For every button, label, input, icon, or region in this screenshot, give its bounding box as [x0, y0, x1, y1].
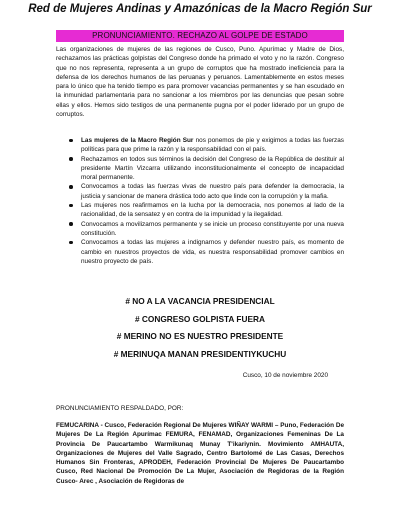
document-title: Red de Mujeres Andinas y Amazónicas de la Macro Región Sur: [28, 3, 372, 15]
list-item-text: Convocamos a todas las fuerzas vivas de nuestro país para defender la democracia, la justicia y sancionar de manera drástica todo acto que linde con la corrupción y la mafia.: [81, 183, 344, 200]
hashtag-line: # NO A LA VACANCIA PRESIDENCIAL: [125, 296, 275, 306]
bullet-icon: [69, 241, 73, 245]
list-item-text: Convocamos a movilizarnos permanente y se inicie un proceso constituyente por una nueva constitución.: [81, 220, 344, 237]
hashtag-line: # CONGRESO GOLPISTA FUERA: [135, 313, 265, 324]
list-item-text: Rechazamos en todos sus términos la decisión del Congreso de la República de destituir al presidente Martín Vizcarra utilizando inconstitucionalmente el concepto de incapacidad moral permanente.: [81, 155, 344, 182]
list-item: [56, 182, 344, 201]
list-item-lead: Las mujeres de la Macro Región Sur: [81, 137, 194, 144]
dateline: Cusco, 10 de noviembre 2020: [242, 372, 328, 379]
list-item: [56, 238, 344, 266]
bullet-icon: [69, 204, 73, 208]
list-item-text: Convocamos a todas las mujeres a indignarnos y defender nuestro país, es momento de cambio en nuestros proyectos de vida, es nuestra responsabilidad promover cambios en nuestro proyecto de país.: [81, 239, 344, 265]
list-item: [56, 220, 344, 239]
hashtag-line: # MERINUQA MANAN PRESIDENTIYKUCHU: [113, 348, 287, 359]
bullet-icon: [69, 185, 73, 189]
bullet-icon: [69, 157, 73, 161]
intro-paragraph: Las organizaciones de mujeres de las regiones de Cusco, Puno. Apurímac y Madre de Dios, rechazamos las prácticas golpistas del Congreso donde ha primado el voto y no la razón. Congreso que no nos representa, representa a un grupo de corruptos que ha mostrado ineficiencia para la defensa de los derechos humanos de las peruanas y peruanos. Lamentablemente en estos meses para lo único que ha tenido tiempo es para promover vacancias permanentes y se han escudado en la inmunidad parlamentaria para no sancionar a los miembros por las denuncias que pesan sobre ellas y ellos. Hemos sido testigos de una permanente pugna por el poder liderado por un grupo de corruptos.: [56, 46, 344, 119]
hashtag-line: # MERINO NO ES NUESTRO PRESIDENTE: [116, 331, 284, 341]
list-item: [56, 155, 344, 183]
hashtag-block: [56, 296, 344, 366]
organizations-paragraph: FEMUCARINA - Cusco, Federación Regional De Mujeres WIÑAY WARMI – Puno, Federación De Mujeres De La Región Apurímac FEMURA, FENAMAD, Organizaciones Femeninas De La Provincia De Paucartambo Warmikunaq Munay T'ikariynin. Movimiento AMHAUTA, Organizaciones de Mujeres del Valle Sagrado, Centro Bartolomé de Las Casas, Derechos Humanos Sin Fronteras, APRODEH, Federación Provincial De Mujeres De Paucartambo Cusco, Red Nacional De Promoción De La Mujer, Asociación de Regidoras de la Región Cusco- Arec , Asociación de Regidoras de: [56, 422, 344, 485]
support-label: PRONUNCIAMIENTO RESPALDADO, POR:: [56, 405, 184, 412]
list-item-text: Las mujeres nos reafirmamos en la lucha por la democracia, nos ponemos al lado de la racionalidad, de la sensatez y en contra de la impunidad y la ilegalidad.: [81, 202, 344, 219]
bullet-icon: [69, 222, 73, 226]
list-item: [56, 201, 344, 220]
bullet-icon: [69, 139, 73, 143]
list-item-text: nos ponemos de pie y exigimos a todas las fuerzas políticas para que prime la razón y la responsabilidad con el país.: [81, 137, 344, 154]
list-item: [56, 136, 344, 155]
statement-banner: PRONUNCIAMIENTO. RECHAZO AL GOLPE DE ESTADO: [56, 30, 344, 42]
demands-list: [56, 136, 344, 266]
